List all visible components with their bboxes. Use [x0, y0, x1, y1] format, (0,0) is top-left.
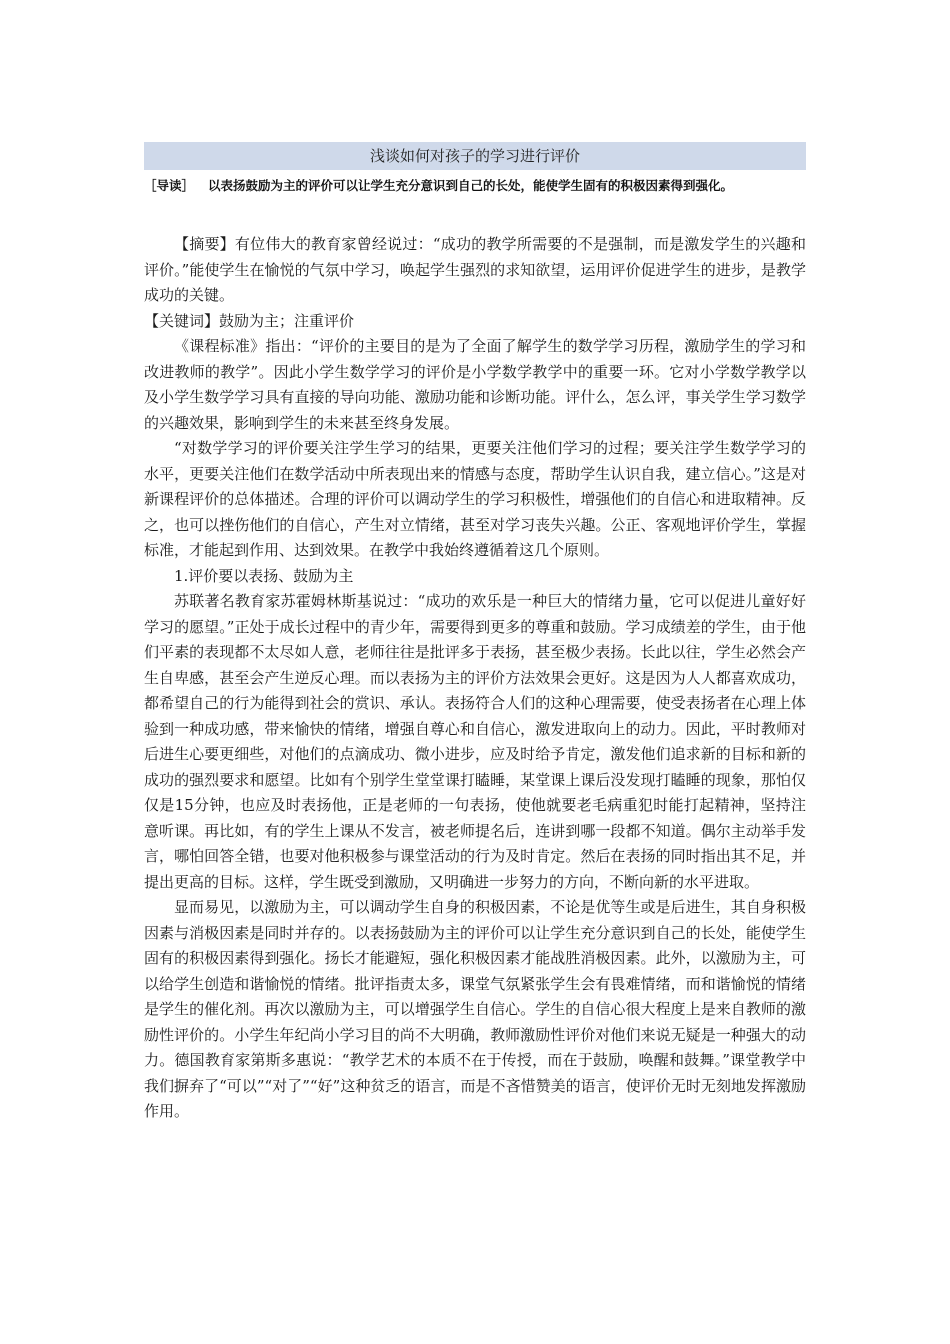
paragraph-abstract: 【摘要】有位伟大的教育家曾经说过：“成功的教学所需要的不是强制，而是激发学生的兴趣和评价。”能使学生在愉悦的气氛中学习，唤起学生强烈的求知欲望，运用评价促进学生的进步，是教学成功的关键。 [144, 235, 806, 304]
lead-summary [144, 176, 824, 196]
paragraph-keywords: 【关键词】鼓励为主；注重评价 [144, 311, 355, 330]
document-title [144, 142, 806, 170]
paragraph-encouragement: 显而易见，以激励为主，可以调动学生自身的积极因素，不论是优等生或是后进生，其自身积极因素与消极因素是同时并存的。以表扬鼓励为主的评价可以让学生充分意识到自己的长处，能使学生固有的积极因素得到强化。扬长才能避短，强化积极因素才能战胜消极因素。此外，以激励为主，可以给学生创造和谐愉悦的情绪。批评指责太多，课堂气氛紧张学生会有畏难情绪，而和谐愉悦的情绪是学生的催化剂。再次以激励为主，可以增强学生自信心。学生的自信心很大程度上是来自教师的激励性评价的。小学生年纪尚小学习目的尚不大明确，教师激励性评价对他们来说无疑是一种强大的动力。德国教育家第斯多惠说：“教学艺术的本质不在于传授，而在于鼓励，唤醒和鼓舞。”课堂教学中我们摒弃了“可以”“对了”“好”这种贫乏的语言，而是不吝惜赞美的语言，使评价无时无刻地发挥激励作用。 [144, 898, 806, 1120]
article-body [144, 232, 806, 1125]
section-heading-1: 1.评价要以表扬、鼓励为主 [174, 566, 354, 585]
lead-label: ［导读］ [144, 178, 195, 193]
title-text: 浅谈如何对孩子的学习进行评价 [369, 147, 580, 165]
paragraph-praise: 苏联著名教育家苏霍姆林斯基说过：“成功的欢乐是一种巨大的情绪力量，它可以促进儿童好好学习的愿望。”正处于成长过程中的青少年，需要得到更多的尊重和鼓励。学习成绩差的学生，由于他们平素的表现都不太尽如人意，老师往往是批评多于表扬，甚至极少表扬。长此以往，学生必然会产生自卑感，甚至会产生逆反心理。而以表扬为主的评价方法效果会更好。这是因为人人都喜欢成功，都希望自己的行为能得到社会的赏识、承认。表扬符合人们的这种心理需要，使受表扬者在心理上体验到一种成功感，带来愉快的情绪，增强自尊心和自信心，激发进取向上的动力。因此，平时教师对后进生心要更细些，对他们的点滴成功、微小进步，应及时给予肯定，激发他们追求新的目标和新的成功的强烈要求和愿望。比如有个别学生堂堂课打瞌睡，某堂课上课后没发现打瞌睡的现象，那怕仅仅是15分钟，也应及时表扬他，正是老师的一句表扬，使他就要老毛病重犯时能打起精神，坚持注意听课。再比如，有的学生上课从不发言，被老师提名后，连讲到哪一段都不知道。偶尔主动举手发言，哪怕回答全错，也要对他积极参与课堂活动的行为及时肯定。然后在表扬的同时指出其不足，并提出更高的目标。这样，学生既受到激励，又明确进一步努力的方向，不断向新的水平进取。 [144, 592, 806, 891]
paragraph-curriculum: 《课程标准》指出：“评价的主要目的是为了全面了解学生的数学学习历程，激励学生的学习和改进教师的教学”。因此小学生数学学习的评价是小学数学教学中的重要一环。它对小学数学教学以及小学生数学学习具有直接的导向功能、激励功能和诊断功能。评什么，怎么评，事关学生学习数学的兴趣效果，影响到学生的未来甚至终身发展。 [144, 337, 806, 432]
lead-text: 以表扬鼓励为主的评价可以让学生充分意识到自己的长处，能使学生固有的积极因素得到强化。 [208, 178, 734, 193]
paragraph-evaluation-focus: “对数学学习的评价要关注学生学习的结果，更要关注他们学习的过程；要关注学生数学学习的水平，更要关注他们在数学活动中所表现出来的情感与态度，帮助学生认识自我，建立信心。”这是对新课程评价的总体描述。合理的评价可以调动学生的学习积极性，增强他们的自信心和进取精神。反之，也可以挫伤他们的自信心，产生对立情绪，甚至对学习丧失兴趣。公正、客观地评价学生，掌握标准，才能起到作用、达到效果。在教学中我始终遵循着这几个原则。 [144, 439, 806, 559]
